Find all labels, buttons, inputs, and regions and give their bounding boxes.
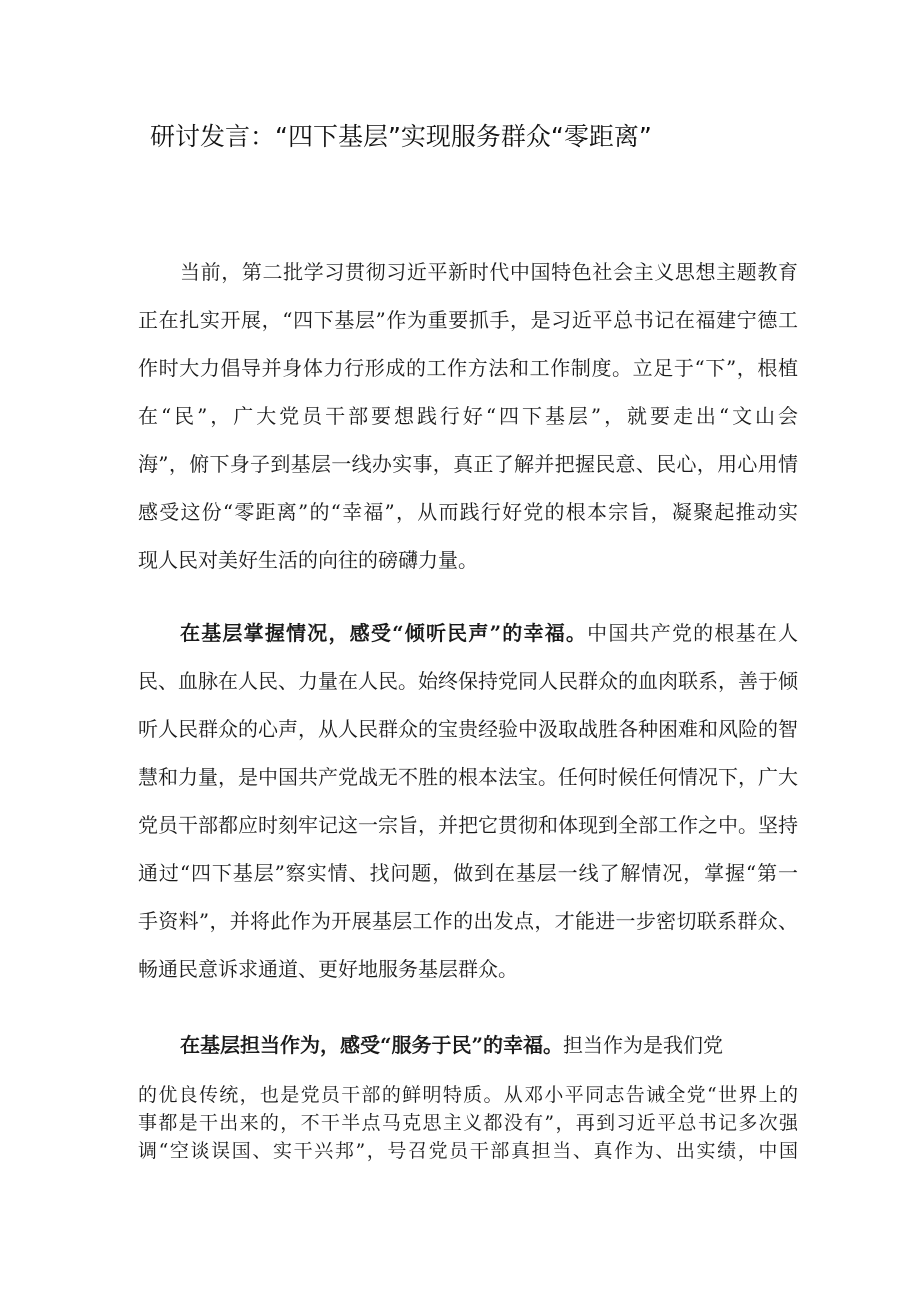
paragraph-lead-heading: 在基层掌握情况，感受“倾听民声”的幸福。 (180, 621, 588, 645)
paragraph-first-line (180, 618, 798, 648)
paragraph-line: 手资料”，并将此作为开展基层工作的出发点，才能进一步密切联系群众、 (138, 909, 798, 933)
paragraph-line: 现人民对美好生活的向往的磅礴力量。 (138, 548, 478, 572)
paragraph-line: 听人民群众的心声，从人民群众的宝贵经验中汲取战胜各种困难和风险的智 (138, 717, 798, 741)
paragraph-line: 正在扎实开展，“四下基层”作为重要抓手，是习近平总书记在福建宁德工 (138, 308, 798, 332)
paragraph-line: 感受这份“零距离”的“幸福”，从而践行好党的根本宗旨，凝聚起推动实 (138, 500, 798, 524)
paragraph-lead-heading: 在基层担当作为，感受“服务于民”的幸福。 (180, 1033, 564, 1057)
paragraph-line: 作时大力倡导并身体力行形成的工作方法和工作制度。立足于“下”，根植 (138, 356, 798, 380)
paragraph-line: 党员干部都应时刻牢记这一宗旨，并把它贯彻和体现到全部工作之中。坚持 (138, 813, 798, 837)
paragraph-lead-rest: 担当作为是我们党 (563, 1033, 724, 1057)
paragraph-line: 民、血脉在人民、力量在人民。始终保持党同人民群众的血肉联系，善于倾 (138, 669, 798, 693)
paragraph-line: 当前，第二批学习贯彻习近平新时代中国特色社会主义思想主题教育 (180, 260, 798, 284)
paragraph-lead-rest: 中国共产党的根基在人 (587, 621, 798, 645)
paragraph-line: 调“空谈误国、实干兴邦”，号召党员干部真担当、真作为、出实绩，中国 (138, 1140, 798, 1162)
paragraph-line: 在“民”，广大党员干部要想践行好“四下基层”，就要走出“文山会 (138, 404, 798, 428)
paragraph-line: 通过“四下基层”察实情、找问题，做到在基层一线了解情况，掌握“第一 (138, 861, 798, 885)
paragraph-line: 畅通民意诉求通道、更好地服务基层群众。 (138, 957, 518, 981)
paragraph-line: 的优良传统，也是党员干部的鲜明特质。从邓小平同志告诫全党“世界上的 (138, 1084, 798, 1106)
document-title: 研讨发言：“四下基层”实现服务群众“零距离” (150, 122, 652, 151)
paragraph-line: 慧和力量，是中国共产党战无不胜的根本法宝。任何时候任何情况下，广大 (138, 765, 798, 789)
paragraph-line: 事都是干出来的，不干半点马克思主义都没有”，再到习近平总书记多次强 (138, 1112, 798, 1134)
paragraph-first-line (180, 1030, 750, 1060)
paragraph-line: 海”，俯下身子到基层一线办实事，真正了解并把握民意、民心，用心用情 (138, 452, 798, 476)
